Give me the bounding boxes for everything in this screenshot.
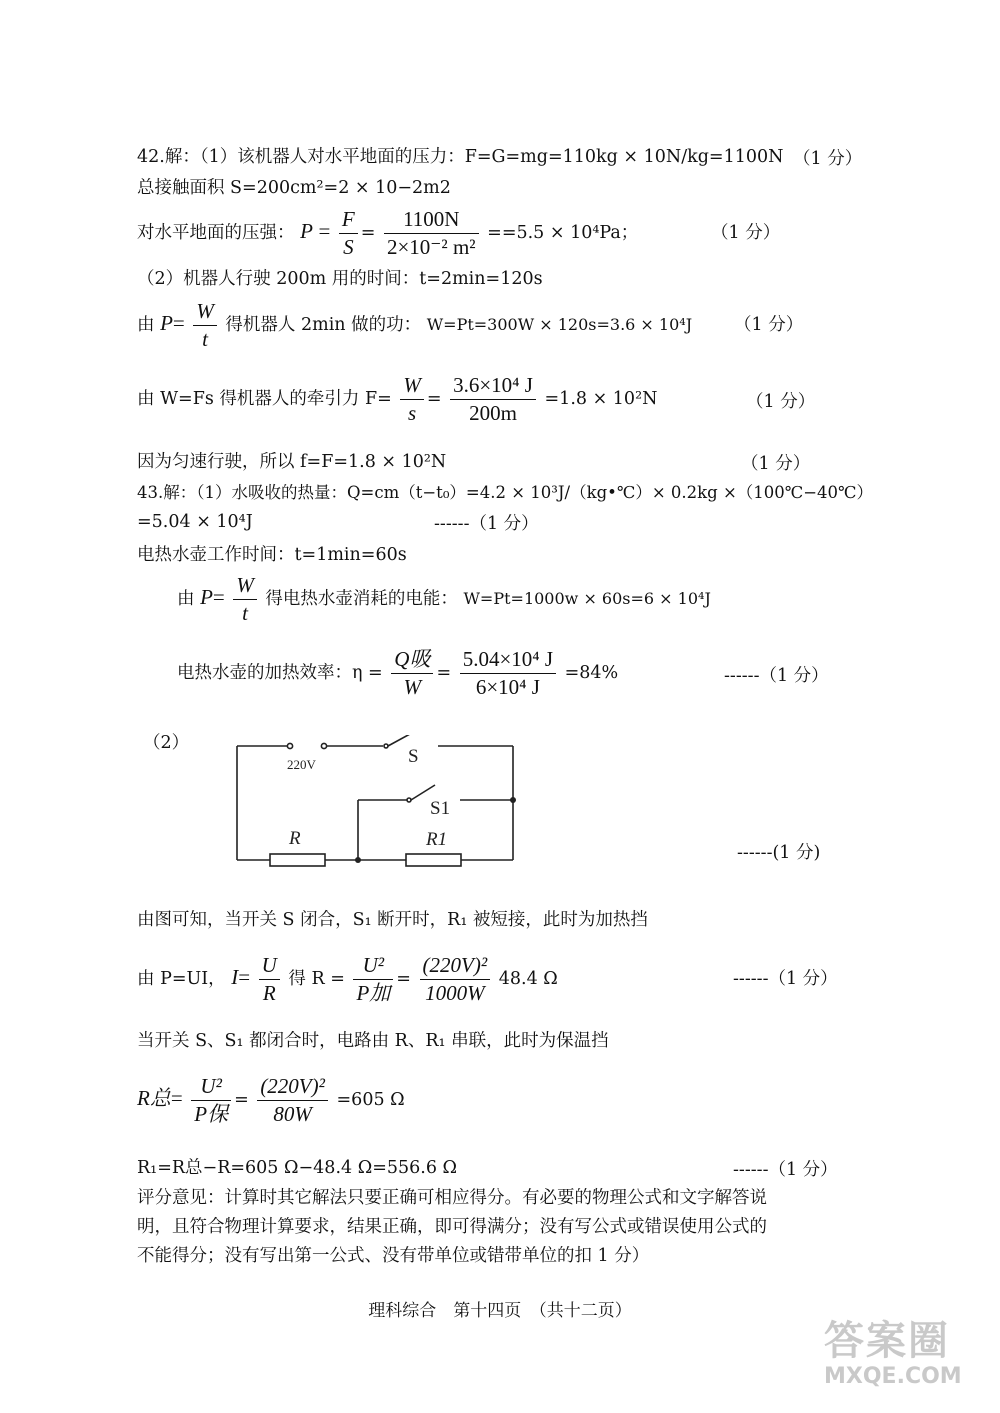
q42-frac-s: s — [408, 401, 417, 425]
q43-resistance-line: 由 P=UI， I= $\frac{U}{R}$ 得 R = $\frac{\text{U²}}{\text{P加}}$ = $\frac{\text{(220V)²}}{1000W}$ 48.4 Ω — [137, 953, 558, 1005]
q42-equals: = — [318, 219, 331, 243]
q43-frac-Pbao: P保 — [194, 1102, 229, 1126]
q43-frac-Q: Q吸 — [391, 647, 433, 674]
q43-line-6: 由图可知，当开关 S 闭合，S₁ 断开时，R₁ 被短接，此时为加热挡 — [137, 910, 648, 930]
circuit-switch-s-label: S — [408, 746, 419, 767]
circuit-resistor-r-label: R — [289, 828, 301, 849]
q42-force-score: （1 分） — [746, 392, 816, 412]
comment-line-2: 明，且符合物理计算要求，结果正确，即可得满分；没有写公式或错误使用公式的 — [137, 1217, 767, 1237]
watermark-text: 答案圈 — [824, 1318, 950, 1364]
q43-line-3: 电热水壶工作时间：t=1min=60s — [137, 545, 407, 565]
q42-line-4: （2）机器人行驶 200m 用的时间：t=2min=120s — [137, 269, 543, 289]
q43-fraction-efficiency-values — [460, 647, 556, 700]
q42-frac-area: 2×10⁻² m² — [386, 235, 476, 259]
q43-line-2: =5.04 × 10⁴J — [137, 512, 253, 532]
q42-frac-distance: 200m — [469, 401, 517, 425]
q42-frac-work-value: 3.6×10⁴ J — [450, 373, 536, 400]
q43-resistance-I: I — [231, 965, 239, 989]
q43-frac-power-1000: 1000W — [425, 981, 485, 1005]
q43-frac-voltage-sq-b: (220V)² — [257, 1074, 328, 1101]
q42-work-calc: W=Pt=300W × 120s=3.6 × 10⁴J — [426, 315, 693, 334]
q43-fraction-U-over-R — [259, 953, 280, 1006]
q43-resistance-result: 48.4 Ω — [498, 969, 558, 989]
q43-efficiency-score: ------（1 分） — [724, 666, 829, 686]
q42-force-result: =1.8 × 10²N — [544, 389, 658, 409]
q42-frac-W2: W — [400, 373, 424, 400]
q42-work-score: （1 分） — [734, 315, 804, 335]
q43-frac-W: W — [233, 573, 257, 600]
q43-fraction-U2-over-Pbao — [191, 1074, 231, 1127]
q42-line-1: 42.解：（1）该机器人对水平地面的压力：F=G=mg=110kg × 10N/kg=1100N — [137, 147, 784, 167]
q42-pressure-result: ==5.5 × 10⁴Pa； — [487, 223, 639, 243]
q42-pressure-P: P — [300, 219, 313, 243]
q42-line-1-score: （1 分） — [793, 149, 863, 169]
q42-line-7: 因为匀速行驶，所以 f=F=1.8 × 10²N — [137, 452, 447, 472]
q43-fraction-W-over-t — [233, 573, 257, 626]
q42-pressure-line: 对水平地面的压强： P = $\frac{F}{S}$ = $\frac{1100N}{\text{2×10⁻² m²}}$ ==5.5 × 10⁴Pa； — [137, 207, 639, 259]
q42-work-text: 得机器人 2min 做的功： — [225, 315, 422, 335]
q42-force-prefix: 由 W=Fs 得机器人的牵引力 F= — [137, 389, 392, 409]
q43-frac-voltage-sq: (220V)² — [420, 953, 491, 980]
q43-efficiency-result: =84% — [564, 663, 619, 683]
q43-frac-heat-value: 5.04×10⁴ J — [460, 647, 556, 674]
q43-fraction-U2-over-Pjia — [353, 953, 393, 1006]
q43-frac-t: t — [242, 601, 248, 625]
q42-frac-W: W — [193, 299, 217, 326]
q43-frac-energy-value: 6×10⁴ J — [475, 675, 540, 699]
q43-frac-power-80: 80W — [273, 1102, 312, 1126]
q43-fraction-total-values — [257, 1074, 328, 1127]
q42-work-prefix: 由 — [137, 315, 155, 335]
watermark-logo — [824, 1318, 962, 1390]
q43-resistance-mid: 得 R = — [288, 969, 345, 989]
q43-energy-prefix: 由 — [177, 589, 195, 609]
q42-fraction-force-values — [450, 373, 536, 426]
comment-line-3: 不能得分；没有写出第一公式、没有带单位或错带单位的扣 1 分） — [137, 1246, 650, 1266]
q43-efficiency-prefix: 电热水壶的加热效率：η = — [177, 663, 383, 683]
q42-line-7-score: （1 分） — [741, 454, 811, 474]
q43-frac-Pjia: P加 — [356, 981, 391, 1005]
q42-frac-F: F — [339, 207, 358, 234]
q43-energy-line: 由 P= $\frac{W}{t}$ 得电热水壶消耗的电能： W=Pt=1000w × 60s=6 × 10⁴J — [177, 573, 711, 625]
circuit-voltage-label: 220V — [287, 757, 316, 772]
comment-line-1: 评分意见：计算时其它解法只要正确可相应得分。有必要的物理公式和文字解答说 — [137, 1188, 767, 1208]
q43-frac-U2-b: U² — [191, 1074, 231, 1101]
q43-total-result: =605 Ω — [336, 1090, 405, 1110]
q42-force-line: 由 W=Fs 得机器人的牵引力 F= $\frac{W}{s}$ = $\frac{\text{3.6×10⁴ J}}{200m}$ =1.8 × 10²N — [137, 373, 658, 425]
q43-total-R: R总 — [137, 1086, 171, 1110]
q43-line-10: R₁=R总−R=605 Ω−48.4 Ω=556.6 Ω — [137, 1158, 458, 1178]
q42-work-line: 由 P= $\frac{W}{t}$ 得机器人 2min 做的功： W=Pt=300W × 120s=3.6 × 10⁴J — [137, 299, 693, 351]
q43-fraction-Q-over-W — [391, 647, 433, 700]
q43-fraction-resistance-values — [420, 953, 491, 1006]
q42-line-2: 总接触面积 S=200cm²=2 × 10−2m2 — [137, 178, 451, 198]
q43-energy-P: P — [200, 585, 213, 609]
page-footer: 理科综合 第十四页 （共十二页） — [368, 1301, 632, 1321]
q43-line-8: 当开关 S、S₁ 都闭合时，电路由 R、R₁ 串联，此时为保温挡 — [137, 1031, 609, 1051]
q43-frac-W2: W — [403, 675, 422, 699]
q43-efficiency-line: 电热水壶的加热效率：η = $\frac{\text{Q吸}}{W}$ = $\frac{\text{5.04×10⁴ J}}{\text{6×10⁴ J}}$ =84% — [177, 647, 619, 699]
q42-pressure-score: （1 分） — [711, 223, 781, 243]
q43-energy-text: 得电热水壶消耗的电能： — [265, 589, 458, 609]
q43-frac-U2: U² — [353, 953, 393, 980]
q43-circuit-score: ------(1 分) — [737, 843, 821, 863]
q43-line-2-score: ------（1 分） — [434, 514, 539, 534]
circuit-diagram — [225, 735, 525, 867]
q43-line-10-score: ------（1 分） — [733, 1160, 838, 1180]
q42-frac-S: S — [343, 235, 354, 259]
q42-fraction-values — [384, 207, 479, 260]
circuit-resistor-r1-label: R1 — [426, 829, 448, 850]
q43-frac-R: R — [262, 981, 276, 1005]
q43-part2-label: （2） — [143, 733, 190, 753]
q42-fraction-F-over-S — [339, 207, 358, 260]
q43-frac-U: U — [259, 953, 280, 980]
q42-frac-t: t — [202, 327, 208, 351]
q42-pressure-label: 对水平地面的压强： — [137, 223, 295, 243]
circuit-switch-s1-label: S1 — [430, 798, 451, 819]
q42-fraction-W-over-s — [400, 373, 424, 426]
q43-resistance-prefix: 由 P=UI， — [137, 969, 226, 989]
q43-resistance-score: ------（1 分） — [733, 969, 838, 989]
q42-frac-1100N: 1100N — [384, 207, 479, 234]
q43-total-resistance-line: R总= $\frac{\text{U²}}{\text{P保}}$ = $\frac{\text{(220V)²}}{80W}$ =605 Ω — [137, 1074, 405, 1126]
q43-energy-calc: W=Pt=1000w × 60s=6 × 10⁴J — [463, 589, 711, 608]
q42-work-P: P — [160, 311, 173, 335]
q42-fraction-W-over-t — [193, 299, 217, 352]
q43-line-1: 43.解：（1）水吸收的热量：Q=cm（t−t₀）=4.2 × 10³J/（kg•℃）× 0.2kg ×（100℃−40℃） — [137, 483, 874, 502]
watermark-url: MXQE.COM — [824, 1364, 962, 1389]
